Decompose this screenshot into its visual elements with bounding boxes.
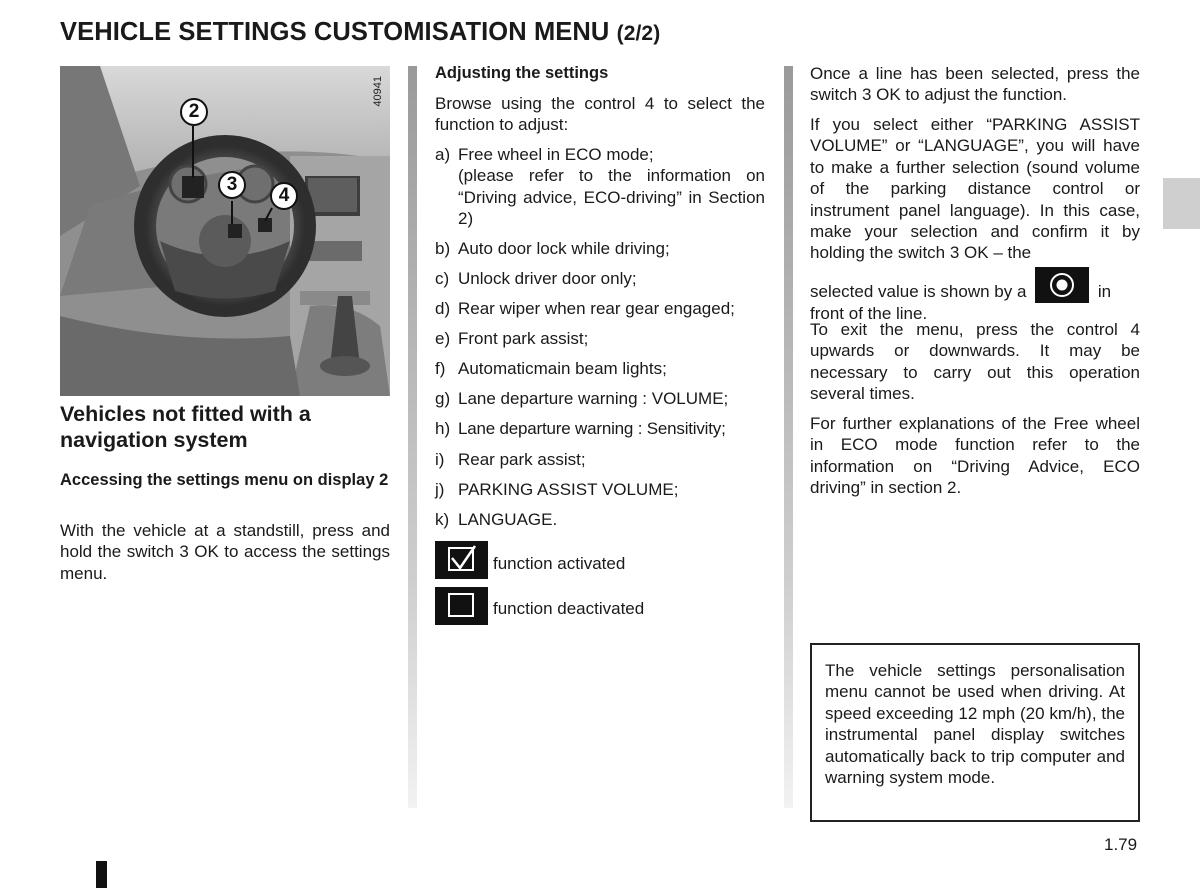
list-item — [435, 388, 765, 409]
selected-value-text: selected value is shown by a — [810, 282, 1027, 301]
list-item-text: Lane departure warning : Sensitivity; — [458, 419, 726, 438]
list-item-label: k) — [435, 510, 450, 529]
list-item-label: h) — [435, 419, 451, 438]
right-paragraph-2b — [810, 267, 1140, 324]
list-item — [435, 418, 765, 439]
legend-deactivated: function deactivated — [493, 599, 645, 618]
callout-4: 4 — [270, 182, 298, 210]
dashboard-illustration — [60, 66, 390, 396]
list-item — [435, 479, 765, 500]
callout-2: 2 — [180, 98, 208, 126]
list-item-label: g) — [435, 389, 451, 408]
list-item-note: (please refer to the information on “Driving advice, ECO-driving” in Section 2) — [458, 166, 765, 229]
list-item-label: j) — [435, 480, 445, 499]
subheading: Accessing the settings menu on display 2 — [60, 471, 389, 489]
left-paragraph: With the vehicle at a standstill, press and hold the switch 3 OK to access the settings menu. — [60, 521, 390, 583]
list-item — [435, 509, 765, 530]
list-item-text: Free wheel in ECO mode; — [458, 145, 654, 164]
right-paragraph-2: If you select either “PARKING ASSIST VOLUME” or “LANGUAGE”, you will have to make a further selection (sound volume of the parking distance control or instrument panel language). In this case, make your selection and confirm it by holding the switch 3 OK – the — [810, 115, 1140, 263]
list-item-text: Rear wiper when rear gear engaged; — [458, 299, 735, 318]
figure-reference: 40941 — [372, 76, 384, 107]
page-title-main: VEHICLE SETTINGS CUSTOMISATION MENU — [60, 18, 610, 46]
list-item-text: PARKING ASSIST VOLUME; — [458, 480, 679, 499]
page-title — [60, 18, 660, 47]
list-item-text: Rear park assist; — [458, 450, 586, 469]
list-item — [435, 298, 775, 319]
selected-value-icon — [1035, 267, 1089, 303]
legend-activated: function activated — [493, 554, 626, 573]
empty-box-icon — [435, 587, 488, 625]
list-item-text: Automaticmain beam lights; — [458, 359, 667, 378]
dashboard-photo — [60, 66, 390, 396]
adjusting-intro: Browse using the control 4 to select the function to adjust: — [435, 94, 765, 135]
list-item-text: LANGUAGE. — [458, 510, 558, 529]
section-heading: Vehicles not fitted with a navigation system — [60, 402, 311, 452]
list-item-label: c) — [435, 269, 450, 288]
column-separator-1 — [408, 66, 417, 808]
list-item-label: e) — [435, 329, 451, 348]
list-item-text: Front park assist; — [458, 329, 589, 348]
list-item-label: i) — [435, 450, 445, 469]
column-separator-2 — [784, 66, 793, 808]
list-item-text: Unlock driver door only; — [458, 269, 637, 288]
selected-value-text-end: in front of the line. — [810, 282, 1112, 323]
list-item — [435, 449, 765, 470]
list-item-text: Lane departure warning : VOLUME; — [458, 389, 729, 408]
list-item — [435, 328, 765, 349]
list-item — [435, 268, 765, 289]
chapter-tab — [1163, 178, 1200, 229]
checked-box-icon — [435, 541, 488, 579]
adjusting-heading: Adjusting the settings — [435, 64, 609, 82]
page-number: 1.79 — [1104, 835, 1138, 854]
right-paragraph-1: Once a line has been selected, press the switch 3 OK to adjust the function. — [810, 64, 1140, 105]
warning-note-box: The vehicle settings personalisation menu cannot be used when driving. At speed exceeding 12 mph (20 km/h), the instrumental panel display switches automatically back to trip computer and warning system mode. — [810, 643, 1140, 822]
right-paragraph-4: For further explanations of the Free wheel in ECO mode function refer to the information on “Driving Advice, ECO driving” in section 2. — [810, 414, 1140, 498]
page-title-part: (2/2) — [616, 22, 661, 45]
list-item-label: d) — [435, 299, 451, 318]
list-item-label: f) — [435, 359, 446, 378]
list-item — [435, 358, 765, 379]
callout-3: 3 — [218, 171, 246, 199]
list-item — [435, 238, 765, 259]
list-item-text: Auto door lock while driving; — [458, 239, 670, 258]
list-item — [435, 144, 765, 230]
list-item-label: a) — [435, 145, 451, 164]
right-paragraph-3: To exit the menu, press the control 4 upwards or downwards. It may be necessary to carry out this operation several times. — [810, 320, 1140, 404]
list-item-label: b) — [435, 239, 451, 258]
margin-bar — [96, 861, 107, 888]
